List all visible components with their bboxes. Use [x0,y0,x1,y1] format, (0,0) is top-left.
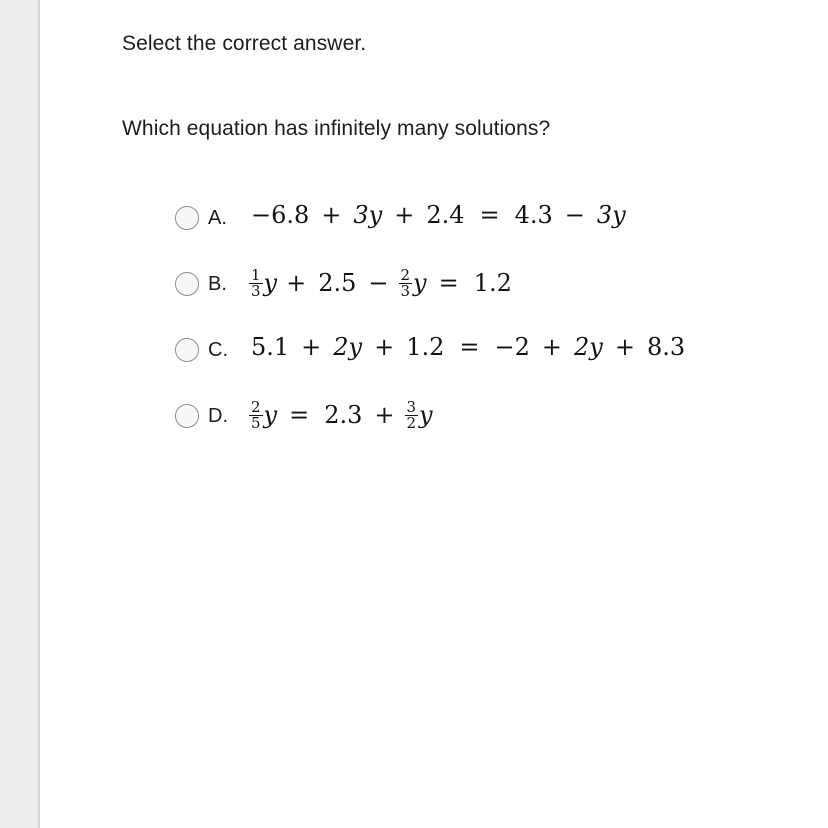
fraction-d1-numerator: 2 [251,398,261,416]
fraction-d2 [405,400,419,431]
fraction-d1-denominator: 5 [251,414,261,432]
choice-letter-c: C. [208,339,228,361]
answer-choice-d[interactable] [175,395,828,461]
choice-letter-d: D. [208,405,228,427]
equals-b: = [438,268,459,297]
term-a3: 2.4 [426,201,465,229]
fraction-b1-denominator: 3 [251,282,261,300]
operator-a2: + [394,201,415,229]
fraction-d1 [249,400,263,431]
radio-button-c[interactable] [175,338,199,362]
answer-choices-list [175,197,828,461]
term-c3: 1.2 [406,333,445,361]
choice-equation-b [248,267,515,298]
variable-d2: y [419,400,433,429]
term-c1: 5.1 [251,333,290,361]
operator-b1: + [286,268,307,297]
radio-button-b[interactable] [175,272,199,296]
variable-b2: y [413,268,427,297]
operator-c4: + [614,333,635,361]
equals-c: = [459,333,480,361]
operator-a1: + [321,201,342,229]
instruction-text: Select the correct answer. [122,32,367,55]
term-c4: −2 [494,333,530,361]
choice-equation-a [248,201,629,229]
radio-button-d[interactable] [175,404,199,428]
fraction-b1 [249,268,263,299]
fraction-term-d2 [404,399,433,430]
term-a5: 3y [596,201,626,229]
choice-letter-b: B. [208,273,227,295]
operator-c2: + [374,333,395,361]
term-c5: 2y [574,333,603,361]
choice-equation-d [248,399,433,430]
term-b2: 1.2 [473,268,512,297]
term-d1: 2.3 [324,400,363,429]
fraction-term-b1 [248,267,277,298]
term-a4: 4.3 [514,201,553,229]
radio-button-a[interactable] [175,206,199,230]
operator-d1: + [374,400,395,429]
operator-c3: + [541,333,562,361]
question-text: Which equation has infinitely many solutions? [122,117,551,140]
choice-letter-a: A. [208,207,227,229]
equals-a: = [479,201,500,229]
left-gutter [0,0,38,828]
term-c2: 2y [333,333,363,361]
fraction-b2 [399,268,413,299]
fraction-b2-denominator: 3 [400,282,411,300]
variable-d1: y [263,400,278,429]
fraction-d2-denominator: 2 [406,414,417,432]
question-content [40,0,828,828]
fraction-term-d1 [248,399,277,430]
equals-d: = [289,400,310,429]
answer-choice-a[interactable] [175,197,828,263]
variable-b1: y [263,268,278,297]
term-c6: 8.3 [646,333,686,361]
answer-choice-b[interactable] [175,263,828,329]
operator-a3: − [564,201,585,229]
operator-b2: − [368,268,389,297]
fraction-b1-numerator: 1 [251,266,261,284]
fraction-term-b2 [398,267,427,298]
term-a1: −6.8 [251,201,310,229]
operator-c1: + [301,333,322,361]
term-b1: 2.5 [318,268,357,297]
fraction-d2-numerator: 3 [406,398,417,416]
choice-equation-c [248,333,688,361]
answer-choice-c[interactable] [175,329,828,395]
term-a2: 3y [353,201,383,229]
fraction-b2-numerator: 2 [400,266,411,284]
